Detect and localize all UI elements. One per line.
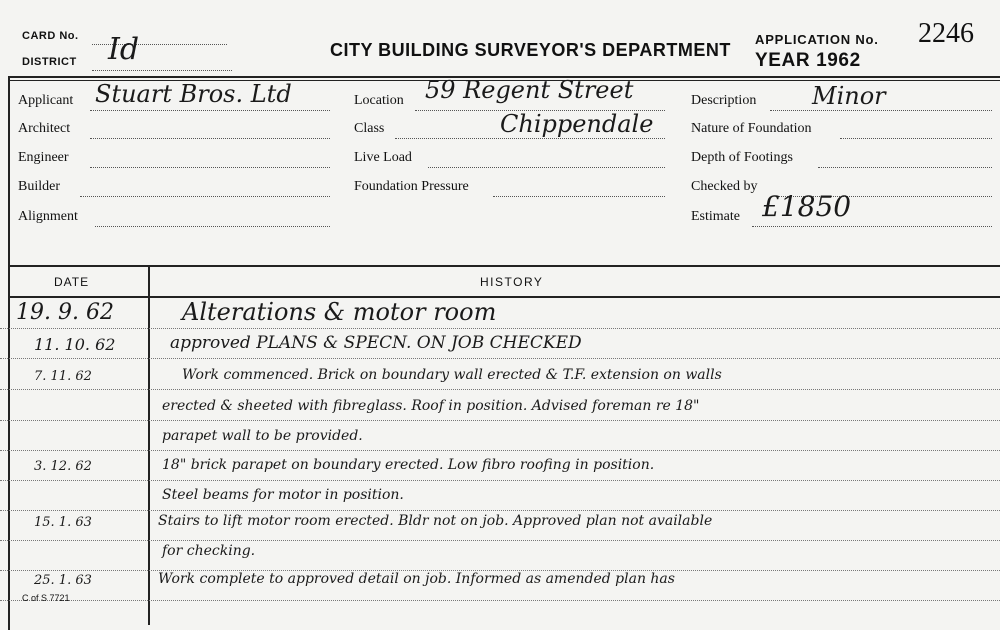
nature-label: Nature of Foundation bbox=[691, 121, 812, 136]
history-line: Work complete to approved detail on job. Informed as amended plan has bbox=[158, 571, 675, 587]
foundation-pressure-line bbox=[493, 196, 665, 197]
history-date: 11. 10. 62 bbox=[34, 335, 116, 354]
date-column-divider bbox=[148, 265, 150, 625]
district-value: Id bbox=[108, 32, 140, 67]
alignment-label: Alignment bbox=[18, 209, 78, 224]
description-label: Description bbox=[691, 93, 757, 108]
history-rule bbox=[0, 389, 1000, 390]
location-label: Location bbox=[354, 93, 404, 108]
history-line: Work commenced. Brick on boundary wall erected & T.F. extension on walls bbox=[182, 367, 722, 383]
history-rule bbox=[0, 358, 1000, 359]
engineer-label: Engineer bbox=[18, 150, 69, 165]
alignment-line bbox=[95, 226, 330, 227]
foundation-pressure-label: Foundation Pressure bbox=[354, 179, 469, 194]
year-label: YEAR 1962 bbox=[755, 50, 861, 71]
history-rule bbox=[0, 420, 1000, 421]
department-title: CITY BUILDING SURVEYOR'S DEPARTMENT bbox=[330, 40, 731, 60]
history-line: Steel beams for motor in position. bbox=[162, 487, 404, 503]
nature-line bbox=[840, 138, 992, 139]
depth-line bbox=[818, 167, 992, 168]
history-header-divider bbox=[8, 296, 1000, 298]
applicant-value: Stuart Bros. Ltd bbox=[95, 80, 292, 108]
history-date: 19. 9. 62 bbox=[16, 300, 114, 325]
class-line bbox=[395, 138, 665, 139]
history-top-border bbox=[8, 265, 1000, 267]
history-rule bbox=[0, 600, 1000, 601]
checked-label: Checked by bbox=[691, 179, 758, 194]
history-line: Alterations & motor room bbox=[182, 298, 497, 326]
class-value: Chippendale bbox=[500, 110, 654, 138]
form-code: C of S 7721 bbox=[22, 593, 70, 603]
application-label: APPLICATION No. bbox=[755, 32, 879, 47]
history-date: 7. 11. 62 bbox=[34, 369, 92, 384]
builder-line bbox=[80, 196, 330, 197]
description-line bbox=[770, 110, 992, 111]
history-date: 25. 1. 63 bbox=[34, 573, 92, 588]
estimate-line bbox=[752, 226, 992, 227]
card-no-label: CARD No. bbox=[22, 30, 79, 42]
estimate-label: Estimate bbox=[691, 209, 740, 224]
location-value: 59 Regent Street bbox=[425, 76, 634, 104]
applicant-line bbox=[90, 110, 330, 111]
history-line: for checking. bbox=[162, 543, 256, 559]
history-column-header: HISTORY bbox=[480, 275, 544, 289]
engineer-line bbox=[90, 167, 330, 168]
history-date: 3. 12. 62 bbox=[34, 459, 92, 474]
application-number: 2246 bbox=[918, 18, 974, 49]
builder-label: Builder bbox=[18, 179, 60, 194]
history-date: 15. 1. 63 bbox=[34, 515, 92, 530]
history-rule bbox=[0, 510, 1000, 511]
live-load-label: Live Load bbox=[354, 150, 412, 165]
history-rule bbox=[0, 480, 1000, 481]
history-rule bbox=[0, 328, 1000, 329]
class-label: Class bbox=[354, 121, 385, 136]
applicant-label: Applicant bbox=[18, 93, 74, 108]
date-column-header: DATE bbox=[54, 275, 90, 289]
history-line: parapet wall to be provided. bbox=[162, 428, 363, 444]
history-rule bbox=[0, 540, 1000, 541]
history-rule bbox=[0, 450, 1000, 451]
architect-line bbox=[90, 138, 330, 139]
left-border bbox=[8, 76, 10, 630]
history-line: 18" brick parapet on boundary erected. Low fibro roofing in position. bbox=[162, 457, 655, 473]
depth-label: Depth of Footings bbox=[691, 150, 793, 165]
history-line: approved PLANS & SPECN. ON JOB CHECKED bbox=[170, 333, 582, 353]
estimate-value: £1850 bbox=[762, 190, 852, 223]
history-line: Stairs to lift motor room erected. Bldr not on job. Approved plan not available bbox=[158, 513, 713, 529]
description-value: Minor bbox=[812, 82, 886, 110]
district-line bbox=[92, 70, 232, 71]
district-label: DISTRICT bbox=[22, 56, 77, 68]
live-load-line bbox=[428, 167, 665, 168]
architect-label: Architect bbox=[18, 121, 71, 136]
history-line: erected & sheeted with fibreglass. Roof in position. Advised foreman re 18" bbox=[162, 398, 700, 414]
